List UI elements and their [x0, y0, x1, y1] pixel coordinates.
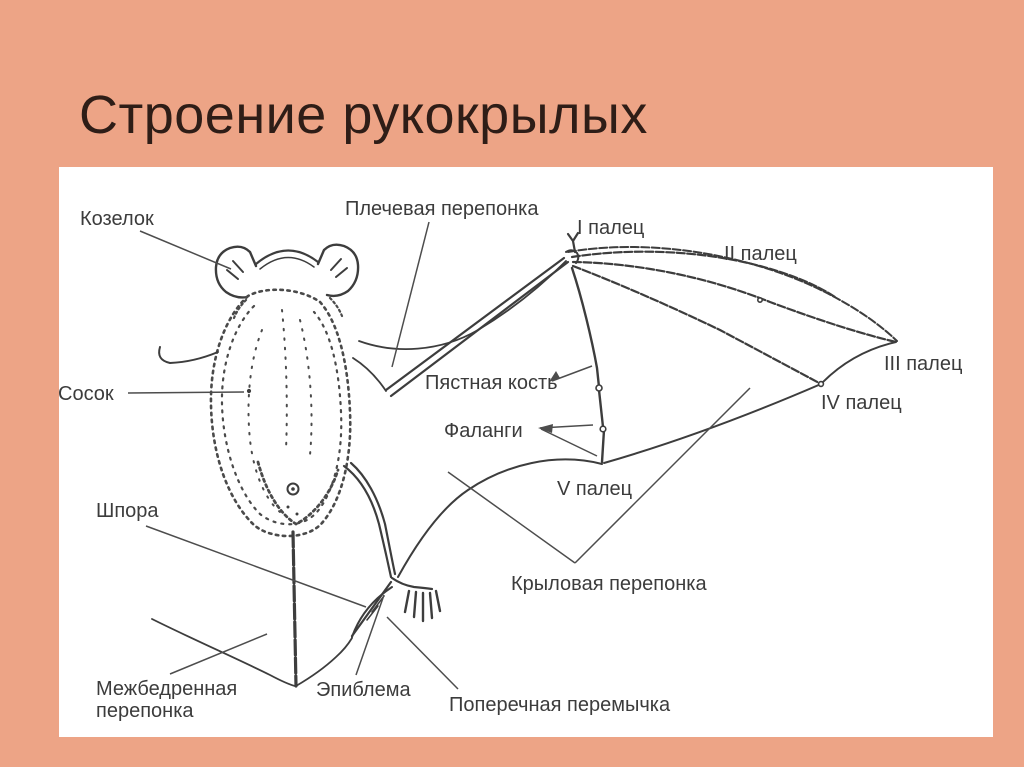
phalanx-joint	[600, 426, 606, 432]
leader-plechevaya-pereponka	[392, 222, 429, 367]
label-palec-3: III палец	[884, 353, 963, 375]
right-leg-bones	[344, 463, 395, 577]
tail	[293, 532, 296, 686]
leader-mezhbedrennaya-pereponka	[170, 634, 267, 674]
labels	[58, 198, 962, 722]
right-wing	[353, 233, 897, 577]
label-palec-4: IV палец	[821, 392, 902, 414]
shoulder-membrane-edge	[353, 358, 386, 391]
left-wing-hint	[159, 347, 218, 363]
fur-dot	[296, 513, 299, 516]
label-shpora: Шпора	[96, 500, 159, 522]
label-mezhbedrennaya-pereponka-line1: Межбедренная	[96, 678, 238, 700]
label-sosok: Сосок	[58, 383, 114, 405]
label-poperechnaya-peremychka: Поперечная перемычка	[449, 694, 671, 716]
label-mezhbedrennaya-pereponka-line2: перепонка	[96, 700, 194, 722]
bat-drawing	[152, 233, 897, 686]
body-fur-outline	[211, 290, 350, 536]
leader-lines	[128, 222, 750, 689]
label-krylovaya-pereponka: Крыловая перепонка	[511, 573, 707, 595]
metacarpal-joint	[596, 385, 602, 391]
label-plechevaya-pereponka: Плечевая перепонка	[345, 198, 539, 220]
genital-dot	[291, 487, 295, 491]
digit-4-tip-joint	[819, 382, 824, 387]
head-crown-inner	[260, 257, 314, 269]
label-kozelok: Козелок	[80, 208, 154, 230]
foot	[392, 578, 432, 589]
left-ear-tragus	[227, 261, 243, 279]
label-epiblema: Эпиблема	[316, 679, 411, 701]
propatagium-edge	[359, 261, 566, 349]
bat-body	[159, 290, 350, 536]
right-ear-tragus	[331, 259, 347, 277]
digit-4-bone	[573, 266, 821, 384]
spur	[352, 582, 391, 636]
label-falangi: Фаланги	[444, 420, 523, 442]
leader-sosok	[128, 392, 244, 393]
leader-shpora	[146, 526, 366, 607]
label-palec-2: II палец	[724, 243, 797, 265]
leader-pyastnaya-kost	[552, 366, 592, 381]
tail-and-legs	[152, 463, 440, 686]
digit-3-joint	[758, 298, 762, 302]
left-ear	[216, 247, 256, 298]
label-palec-1: I палец	[577, 217, 645, 239]
leader-kozelok	[140, 231, 231, 269]
body-fur-texture	[249, 310, 312, 512]
page-title: Строение рукокрылых	[79, 85, 648, 145]
nipple-dot	[247, 389, 251, 393]
membrane-edge-4-5	[604, 384, 821, 463]
foot-claws	[405, 591, 440, 621]
digit-3-bone	[573, 262, 896, 342]
label-pyastnaya-kost: Пястная кость	[425, 372, 558, 394]
label-palec-5: V палец	[557, 478, 633, 500]
right-ear	[318, 245, 358, 296]
body-fur-inner	[222, 306, 341, 524]
fur-dot	[287, 506, 290, 509]
